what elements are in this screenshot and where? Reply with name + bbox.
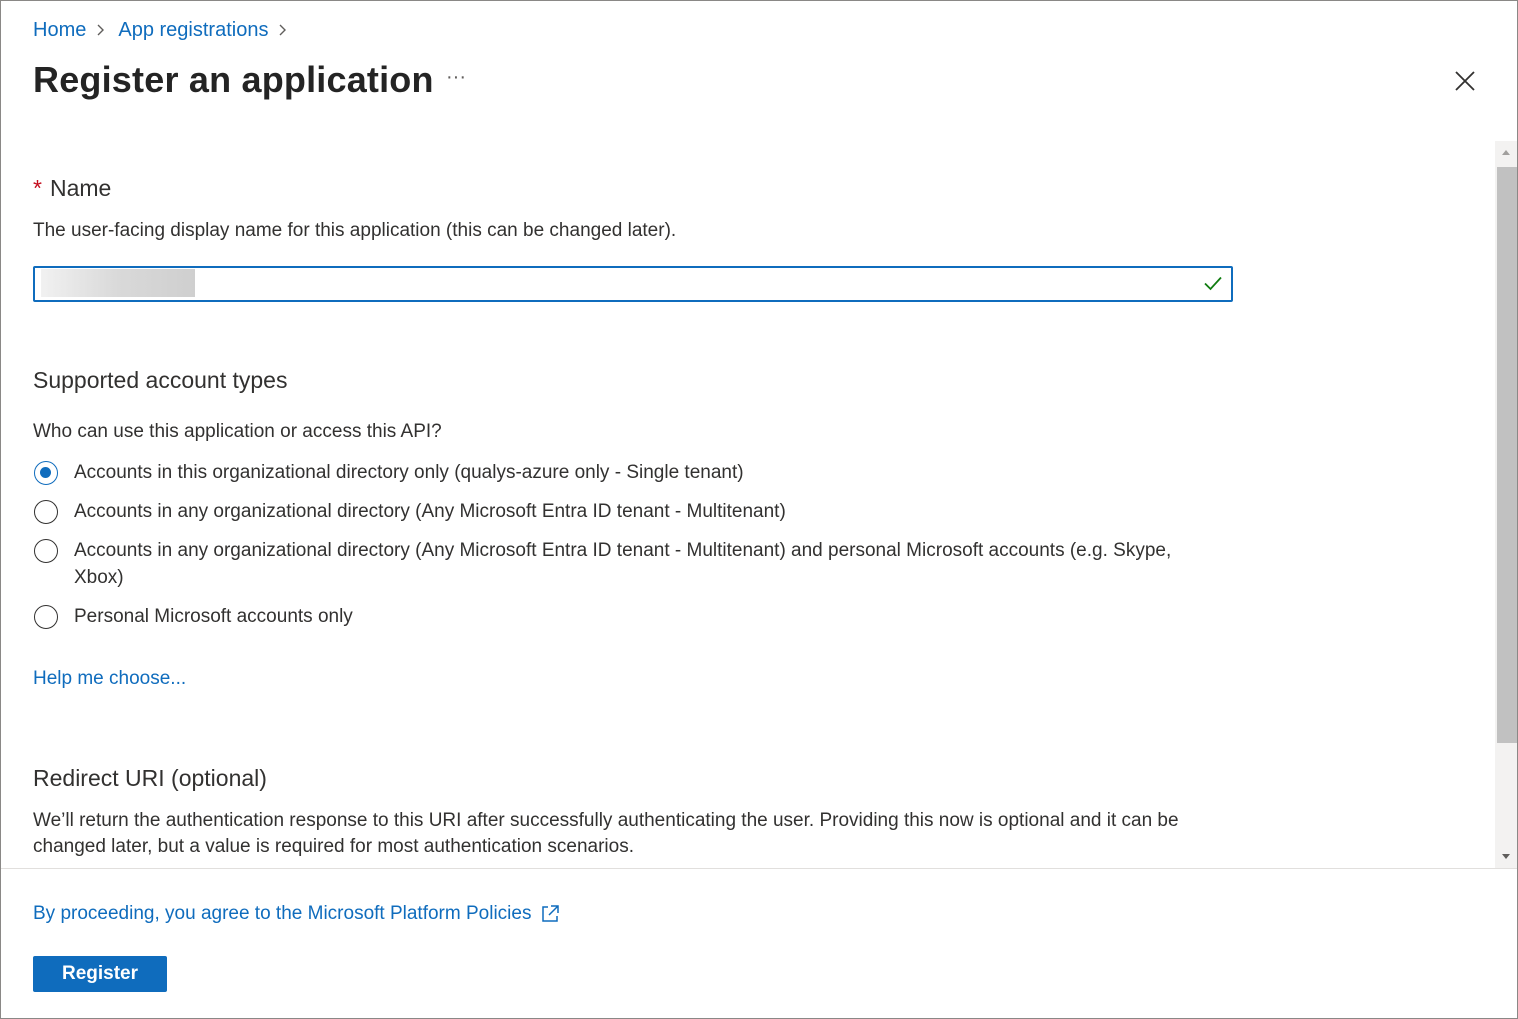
breadcrumb-home[interactable]: Home [33,19,87,41]
scroll-up-arrow-icon[interactable] [1495,141,1517,163]
account-types-question: Who can use this application or access this API? [33,421,442,442]
radio-label: Accounts in any organizational directory (Any Microsoft Entra ID tenant - Multitenant) and personal Microsoft accounts (e.g. Skype, Xbox) [74,540,1172,588]
name-label: * Name [33,175,112,201]
redacted-value [41,269,195,297]
platform-policies-link-text[interactable]: By proceeding, you agree to the Microsoft Platform Policies [33,903,532,924]
more-options-button[interactable]: ··· [446,66,466,88]
radio-button[interactable] [34,605,58,629]
close-icon[interactable] [1449,65,1481,97]
radio-button[interactable] [34,461,58,485]
radio-button[interactable] [34,539,58,563]
breadcrumb-app-registrations[interactable]: App registrations [118,19,269,41]
radio-label: Accounts in this organizational directory only (qualys-azure only - Single tenant) [74,462,744,483]
radio-button[interactable] [34,500,58,524]
form-content [1,141,1495,868]
vertical-scrollbar[interactable] [1495,141,1517,868]
breadcrumb [33,17,300,43]
radio-label: Personal Microsoft accounts only [74,606,353,627]
redirect-uri-heading: Redirect URI (optional) [33,765,267,791]
radio-personal-only[interactable] [34,605,1214,630]
radio-single-tenant[interactable] [34,461,1214,486]
radio-label: Accounts in any organizational directory (Any Microsoft Entra ID tenant - Multitenant) [74,501,786,522]
chevron-right-icon [90,17,112,43]
account-types-heading: Supported account types [33,367,288,393]
page-title: Register an application [33,59,434,100]
register-button[interactable]: Register [33,956,167,992]
radio-multitenant[interactable] [34,500,1214,525]
help-me-choose-link[interactable]: Help me choose... [33,668,187,689]
chevron-right-icon [272,17,294,43]
radio-multitenant-personal[interactable] [34,539,1214,591]
platform-policies-link[interactable] [33,901,561,927]
name-description: The user-facing display name for this application (this can be changed later). [33,220,677,241]
scroll-down-arrow-icon[interactable] [1495,846,1517,868]
required-marker: * [33,175,42,201]
name-input[interactable] [33,266,1233,302]
external-link-icon [539,903,561,925]
redirect-uri-description: We’ll return the authentication response to this URI after successfully authenticating the user. Providing this now is optional and it can be changed later, but a value is required for most authentication scenarios. [33,810,1179,857]
scrollbar-thumb[interactable] [1497,167,1517,743]
footer [1,868,1517,1019]
checkmark-icon [1203,273,1223,293]
